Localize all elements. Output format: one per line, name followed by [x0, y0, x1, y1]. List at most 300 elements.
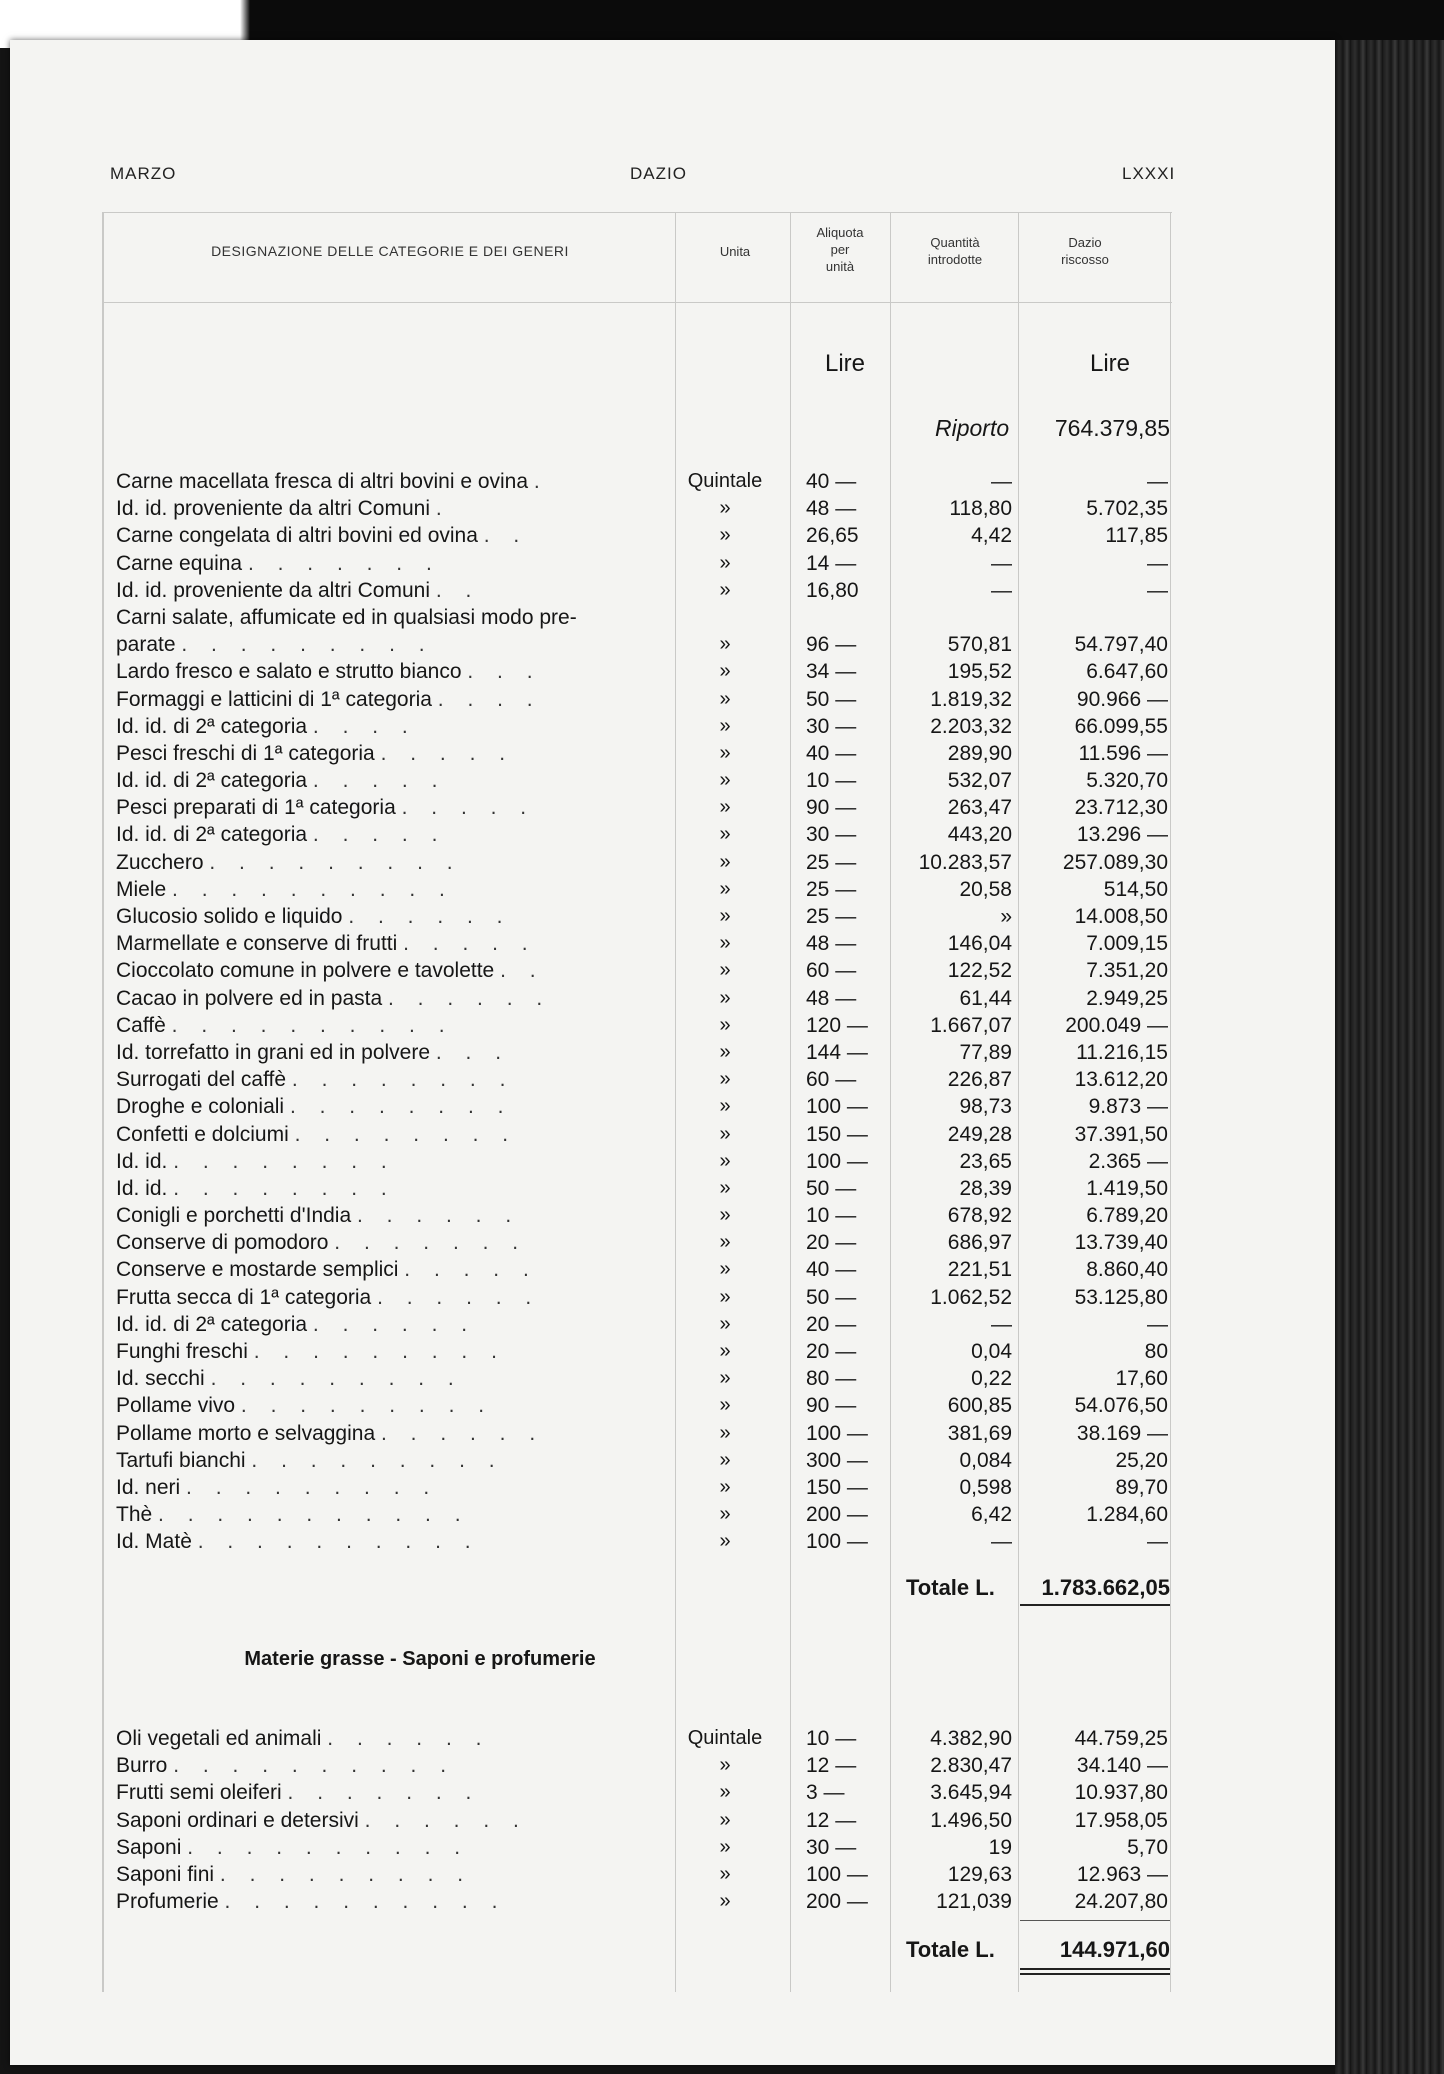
item-dazio: 11.596 —: [1078, 741, 1168, 765]
item-aliquot: 20 —: [806, 1231, 857, 1255]
leader-dots: . . . . . . . . . .: [187, 1835, 470, 1859]
item-quantity: 600,85: [947, 1394, 1012, 1418]
item-unit: »: [719, 877, 731, 900]
item-description-text: Id. secchi: [116, 1367, 205, 1391]
leader-dots: . . . . . .: [312, 1312, 477, 1336]
aliquot-column-header: [800, 224, 880, 275]
item-aliquot: 12 —: [806, 1754, 857, 1778]
item-unit: »: [719, 1781, 731, 1804]
item-description-text: Carne congelata di altri bovini ed ovina: [116, 524, 478, 548]
item-dazio: 14.008,50: [1074, 905, 1168, 929]
header-top-rule: [102, 212, 1172, 213]
item-dazio: —: [1147, 551, 1168, 575]
item-unit: »: [719, 1013, 731, 1036]
leader-dots: . .: [483, 524, 529, 548]
item-unit: »: [719, 1149, 731, 1172]
item-description-text: Caffè: [116, 1013, 166, 1037]
item-description-text: Id. id. di 2ª categoria: [116, 714, 308, 738]
item-quantity: 4.382,90: [930, 1727, 1012, 1750]
table-row: [10, 1392, 1335, 1419]
item-unit: »: [719, 632, 731, 655]
item-aliquot: 90 —: [806, 796, 857, 820]
item-description: [116, 985, 646, 1012]
total-label: Totale L.: [906, 1937, 995, 1962]
item-description-text: Cacao in polvere ed in pasta: [116, 986, 383, 1010]
item-description: [116, 1725, 646, 1752]
item-unit: »: [719, 741, 731, 764]
item-quantity: 226,87: [947, 1068, 1012, 1092]
item-dazio: 80: [1144, 1340, 1168, 1364]
item-description: [116, 1311, 646, 1338]
table-row: [10, 686, 1335, 713]
item-dazio: 12.963 —: [1076, 1862, 1168, 1886]
item-quantity: 6,42: [971, 1503, 1012, 1527]
table-row: [10, 468, 1335, 495]
item-quantity: 381,69: [947, 1421, 1012, 1445]
item-unit: »: [719, 1835, 731, 1858]
item-unit: »: [719, 823, 731, 846]
item-unit: »: [719, 1754, 731, 1777]
item-dazio: 8.860,40: [1086, 1258, 1168, 1282]
item-dazio: 90.966 —: [1076, 687, 1168, 711]
item-dazio: 117,85: [1105, 524, 1168, 548]
item-quantity: 28,39: [959, 1176, 1012, 1200]
item-dazio: 257.089,30: [1062, 850, 1168, 874]
leader-dots: . . . . . . . .: [173, 1149, 396, 1173]
item-aliquot: 14 —: [806, 551, 857, 575]
item-description: [116, 794, 646, 821]
item-aliquot: 40 —: [806, 1258, 857, 1282]
item-unit: »: [719, 687, 731, 710]
item-unit: »: [719, 1367, 731, 1390]
item-aliquot: 60 —: [806, 1068, 857, 1092]
item-description: [116, 1528, 646, 1555]
item-description: [116, 1202, 646, 1229]
leader-dots: . . . . .: [312, 823, 447, 847]
leader-dots: . . . . .: [403, 932, 537, 956]
table-row: [10, 1807, 1335, 1834]
item-description: [116, 1121, 646, 1148]
leader-dots: .: [435, 497, 451, 521]
item-aliquot: 50 —: [806, 1176, 857, 1200]
item-quantity: 77,89: [959, 1040, 1012, 1064]
item-description: [116, 1229, 646, 1256]
table-row: [10, 1474, 1335, 1501]
item-unit: »: [719, 932, 731, 955]
item-quantity: 1.819,32: [930, 687, 1012, 711]
item-unit: »: [719, 524, 731, 547]
item-description: [116, 522, 646, 549]
item-description-text: Tartufi bianchi: [116, 1448, 246, 1472]
unit-column-header: Unita: [719, 244, 751, 259]
item-quantity: 2.203,32: [930, 714, 1012, 738]
item-unit: »: [719, 1176, 731, 1199]
item-quantity: —: [991, 470, 1012, 493]
leader-dots: . . . . . . . . .: [210, 1367, 463, 1391]
item-description: [116, 1447, 646, 1474]
item-dazio: 23.712,30: [1074, 796, 1168, 820]
leader-dots: . . . . . . .: [247, 551, 441, 575]
item-aliquot: 200 —: [806, 1890, 868, 1914]
item-description: [116, 903, 646, 930]
item-quantity: 678,92: [947, 1204, 1012, 1228]
leader-dots: . . . . . .: [327, 1727, 491, 1750]
riporto-label: Riporto: [935, 415, 1010, 441]
running-head-month: MARZO: [110, 164, 177, 183]
item-dazio: 5,70: [1127, 1835, 1168, 1859]
item-aliquot: 10 —: [806, 1727, 857, 1750]
item-aliquot: 25 —: [806, 905, 857, 929]
table-row: [10, 1338, 1335, 1365]
dazio-header-line: Dazio: [1068, 235, 1102, 250]
item-unit: »: [719, 1890, 731, 1913]
leader-dots: . . . .: [312, 714, 417, 738]
item-quantity: 0,084: [959, 1448, 1012, 1472]
item-aliquot: 16,80: [806, 578, 859, 602]
item-unit: »: [719, 959, 731, 982]
item-unit: »: [719, 1258, 731, 1281]
table-row: [10, 1365, 1335, 1392]
item-quantity: 19: [988, 1835, 1012, 1859]
total-double-underline: [1020, 1973, 1170, 1975]
item-description: [116, 1779, 646, 1806]
leader-dots: . . . . . .: [388, 986, 552, 1010]
food-items-table: [10, 468, 1335, 1556]
table-row: [10, 1202, 1335, 1229]
total-value: 144.971,60: [1059, 1937, 1170, 1962]
item-aliquot: 40 —: [806, 470, 857, 493]
item-description-text: Frutta secca di 1ª categoria: [116, 1285, 372, 1309]
item-unit: »: [719, 1068, 731, 1091]
item-description: [116, 1365, 646, 1392]
item-quantity: —: [991, 551, 1012, 575]
item-quantity: 1.062,52: [930, 1285, 1012, 1309]
item-unit: »: [719, 1503, 731, 1526]
leader-dots: .: [533, 470, 549, 493]
leader-dots: . . .: [435, 1040, 511, 1064]
leader-dots: . . . . . .: [348, 905, 512, 929]
item-description-text: Droghe e coloniali: [116, 1095, 285, 1119]
item-description: Carni salate, affumicate ed in qualsiasi modo pre-: [116, 605, 577, 629]
table-row: [10, 713, 1335, 740]
item-quantity: 0,598: [959, 1475, 1012, 1499]
item-dazio: 13.612,20: [1074, 1068, 1168, 1092]
leader-dots: . . . . . . . .: [294, 1122, 518, 1146]
item-description: [116, 1888, 646, 1915]
item-dazio: 17,60: [1115, 1367, 1168, 1391]
item-description: [116, 1807, 646, 1834]
quantity-header-line: Quantità: [930, 235, 980, 250]
item-dazio: 53.125,80: [1074, 1285, 1168, 1309]
item-description-text: Pesci freschi di 1ª categoria: [116, 741, 375, 765]
book-edge-band: [1335, 40, 1444, 2074]
item-unit: »: [719, 1475, 731, 1498]
dazio-header-line: riscosso: [1061, 252, 1109, 267]
leader-dots: . . . . .: [401, 796, 536, 820]
leader-dots: . . . . . .: [380, 1421, 545, 1445]
item-dazio: 66.099,55: [1074, 714, 1168, 738]
dazio-currency-label: Lire: [1090, 350, 1131, 377]
item-quantity: —: [991, 1312, 1012, 1336]
table-row: [10, 550, 1335, 577]
item-aliquot: 34 —: [806, 660, 857, 684]
item-description-text: Zucchero: [116, 850, 204, 874]
item-unit: »: [719, 714, 731, 737]
aliquot-header-line: per: [830, 242, 850, 257]
table-row: [10, 903, 1335, 930]
item-quantity: 20,58: [959, 877, 1012, 901]
table-row: [10, 957, 1335, 984]
leader-dots: . . .: [467, 660, 542, 684]
item-dazio: 5.320,70: [1086, 769, 1168, 793]
table-row: [10, 1148, 1335, 1175]
item-description-text: Pesci preparati di 1ª categoria: [116, 796, 396, 820]
item-description: [116, 713, 646, 740]
leader-dots: . .: [435, 578, 481, 602]
item-unit: »: [719, 551, 731, 574]
item-description-text: Burro: [116, 1754, 168, 1778]
item-quantity: 118,80: [949, 497, 1012, 521]
item-description-text: Confetti e dolciumi: [116, 1122, 289, 1146]
leader-dots: . . . .: [437, 687, 542, 711]
item-unit: »: [719, 1448, 731, 1471]
item-unit: »: [719, 850, 731, 873]
item-quantity: 0,22: [971, 1367, 1012, 1391]
table-row: [10, 1012, 1335, 1039]
item-quantity: 532,07: [947, 769, 1012, 793]
item-description-continued: [116, 631, 646, 658]
item-description-text: Id. id.: [116, 1149, 168, 1173]
item-dazio: 17.958,05: [1074, 1808, 1168, 1832]
item-unit: »: [719, 1122, 731, 1145]
item-unit: Quintale: [687, 1727, 763, 1749]
item-description: [116, 1420, 646, 1447]
item-description-text: Saponi: [116, 1835, 182, 1859]
item-description-text: Miele: [116, 877, 167, 901]
leader-dots: . . . . . . . .: [173, 1176, 396, 1200]
item-aliquot: 50 —: [806, 1285, 857, 1309]
item-description-text: Id. neri: [116, 1475, 181, 1499]
item-unit: Quintale: [687, 470, 763, 492]
table-row: [10, 522, 1335, 549]
item-description: [116, 1474, 646, 1501]
leader-dots: . . . . .: [312, 769, 447, 793]
item-quantity: 98,73: [959, 1095, 1012, 1119]
item-description: [116, 577, 646, 604]
item-quantity: —: [991, 578, 1012, 602]
leader-dots: . . . . . . . . . .: [224, 1890, 507, 1914]
item-dazio: —: [1147, 470, 1168, 493]
item-dazio: 2.949,25: [1086, 986, 1168, 1010]
item-aliquot: 300 —: [806, 1448, 868, 1472]
item-aliquot: 26,65: [806, 524, 859, 548]
item-unit: »: [719, 1312, 731, 1335]
item-description: [116, 468, 646, 495]
table-row: [10, 658, 1335, 685]
leader-dots: . . . . .: [380, 741, 515, 765]
item-description: [116, 1834, 646, 1861]
item-dazio: 10.937,80: [1074, 1781, 1168, 1805]
table-row: [10, 1779, 1335, 1806]
item-dazio: 1.419,50: [1086, 1176, 1168, 1200]
item-aliquot: 200 —: [806, 1503, 868, 1527]
item-quantity: 4,42: [971, 524, 1012, 548]
leader-dots: . . . . . . .: [287, 1781, 481, 1805]
table-row: [10, 1725, 1335, 1752]
item-dazio: 44.759,25: [1074, 1727, 1168, 1750]
item-quantity: 570,81: [947, 632, 1012, 656]
subtotal-rule: [1020, 1920, 1170, 1921]
item-unit: »: [719, 1040, 731, 1063]
item-description: [116, 1501, 646, 1528]
leader-dots: . . . . . . . . .: [181, 632, 434, 656]
item-dazio: 7.009,15: [1086, 932, 1168, 956]
designation-column-header: DESIGNAZIONE DELLE CATEGORIE E DEI GENERI: [211, 243, 569, 259]
item-dazio: —: [1147, 578, 1168, 602]
section-heading-fats-soaps: Materie grasse - Saponi e profumerie: [244, 1648, 596, 1670]
item-dazio: 24.207,80: [1074, 1890, 1168, 1914]
item-description-text: Oli vegetali ed animali: [116, 1727, 322, 1750]
table-row: [10, 604, 1335, 658]
item-quantity: 249,28: [947, 1122, 1012, 1146]
item-description: [116, 1392, 646, 1419]
item-aliquot: 100 —: [806, 1862, 868, 1886]
item-description-text: Cioccolato comune in polvere e tavolette: [116, 959, 495, 983]
item-quantity: 2.830,47: [930, 1754, 1012, 1778]
item-description: [116, 1012, 646, 1039]
item-dazio: 200.049 —: [1065, 1013, 1168, 1037]
item-quantity: 23,65: [959, 1149, 1012, 1173]
item-quantity: —: [991, 1530, 1012, 1554]
leader-dots: . . . . . . . .: [289, 1095, 513, 1119]
item-aliquot: 10 —: [806, 769, 857, 793]
item-description: [116, 1093, 646, 1120]
item-unit: »: [719, 1231, 731, 1254]
item-dazio: 2.365 —: [1088, 1149, 1168, 1173]
item-quantity: »: [1000, 905, 1012, 929]
item-description: [116, 1284, 646, 1311]
table-row: [10, 1752, 1335, 1779]
table-row: [10, 1861, 1335, 1888]
header-bottom-rule: [102, 302, 1172, 303]
item-unit: »: [719, 905, 731, 928]
item-description-text: Id. id.: [116, 1176, 168, 1200]
item-description-text: Thè: [116, 1503, 153, 1527]
item-description: [116, 876, 646, 903]
item-dazio: —: [1147, 1312, 1168, 1336]
running-head-page-number: LXXXI: [1122, 164, 1176, 183]
item-aliquot: 10 —: [806, 1204, 857, 1228]
item-quantity: 3.645,94: [930, 1781, 1012, 1805]
item-unit: »: [719, 986, 731, 1009]
item-dazio: 25,20: [1115, 1448, 1168, 1472]
item-description-text: Id. id. proveniente da altri Comuni: [116, 578, 431, 602]
item-unit: »: [719, 1095, 731, 1118]
leader-dots: . . . . . . . . . .: [172, 877, 454, 901]
item-quantity: 122,52: [947, 959, 1012, 983]
table-row: [10, 495, 1335, 522]
item-aliquot: 30 —: [806, 714, 857, 738]
item-aliquot: 100 —: [806, 1530, 868, 1554]
table-row: [10, 1121, 1335, 1148]
item-aliquot: 90 —: [806, 1394, 857, 1418]
item-unit: »: [719, 1204, 731, 1227]
item-unit: »: [719, 1285, 731, 1308]
total-label: Totale L.: [906, 1575, 995, 1600]
item-description: [116, 740, 646, 767]
table-row: [10, 740, 1335, 767]
table-row: [10, 577, 1335, 604]
item-quantity: 443,20: [947, 823, 1012, 847]
item-description: [116, 550, 646, 577]
item-aliquot: 144 —: [806, 1040, 868, 1064]
item-aliquot: 40 —: [806, 741, 857, 765]
item-aliquot: 100 —: [806, 1421, 868, 1445]
item-description-text: Formaggi e latticini di 1ª categoria: [116, 687, 432, 711]
leader-dots: . . . . .: [404, 1258, 538, 1282]
item-unit: »: [719, 1808, 731, 1831]
table-row: [10, 1834, 1335, 1861]
leader-dots: . . . . . .: [357, 1204, 521, 1228]
riporto-value: 764.379,85: [1054, 415, 1170, 441]
item-aliquot: 96 —: [806, 632, 857, 656]
item-quantity: 121,039: [936, 1890, 1012, 1914]
item-description-text: Conigli e porchetti d'India: [116, 1204, 352, 1228]
item-description: [116, 1148, 646, 1175]
item-description-text: Saponi ordinari e detersivi: [116, 1808, 359, 1832]
item-description: [116, 1861, 646, 1888]
item-description: [116, 1338, 646, 1365]
item-quantity: 1.667,07: [930, 1013, 1012, 1037]
item-description-text: Id. id. di 2ª categoria: [116, 823, 308, 847]
item-unit: »: [719, 796, 731, 819]
item-aliquot: 25 —: [806, 850, 857, 874]
table-row: [10, 1888, 1335, 1915]
item-dazio: 9.873 —: [1088, 1095, 1168, 1119]
item-dazio: 54.797,40: [1074, 632, 1168, 656]
item-unit: »: [719, 497, 731, 520]
item-description: [116, 495, 646, 522]
item-description-text: Id. id. di 2ª categoria: [116, 1312, 308, 1336]
item-quantity: 263,47: [947, 796, 1012, 820]
item-description-text: Conserve di pomodoro: [116, 1231, 329, 1255]
running-head-title: DAZIO: [630, 164, 687, 183]
item-dazio: 54.076,50: [1074, 1394, 1168, 1418]
item-description-text: Id. id. di 2ª categoria: [116, 769, 308, 793]
item-dazio: 5.702,35: [1086, 497, 1168, 521]
aliquot-currency-label: Lire: [825, 350, 866, 377]
table-row: [10, 930, 1335, 957]
table-row: [10, 1093, 1335, 1120]
item-quantity: 10.283,57: [918, 850, 1012, 874]
leader-dots: . . . . . . . . .: [240, 1394, 494, 1418]
leader-dots: . .: [500, 959, 545, 983]
item-dazio: 514,50: [1103, 877, 1168, 901]
item-unit: »: [719, 1862, 731, 1885]
table-row: [10, 1256, 1335, 1283]
item-description: [116, 1175, 646, 1202]
item-aliquot: 20 —: [806, 1312, 857, 1336]
table-row: [10, 1175, 1335, 1202]
table-row: [10, 767, 1335, 794]
item-unit: »: [719, 769, 731, 792]
leader-dots: . . . . . . . .: [291, 1068, 515, 1092]
item-description-text: Frutti semi oleiferi: [116, 1781, 282, 1805]
item-description-text: Funghi freschi: [116, 1340, 248, 1364]
total-double-underline: [1020, 1968, 1170, 1970]
item-description: [116, 1066, 646, 1093]
item-unit: »: [719, 1394, 731, 1417]
